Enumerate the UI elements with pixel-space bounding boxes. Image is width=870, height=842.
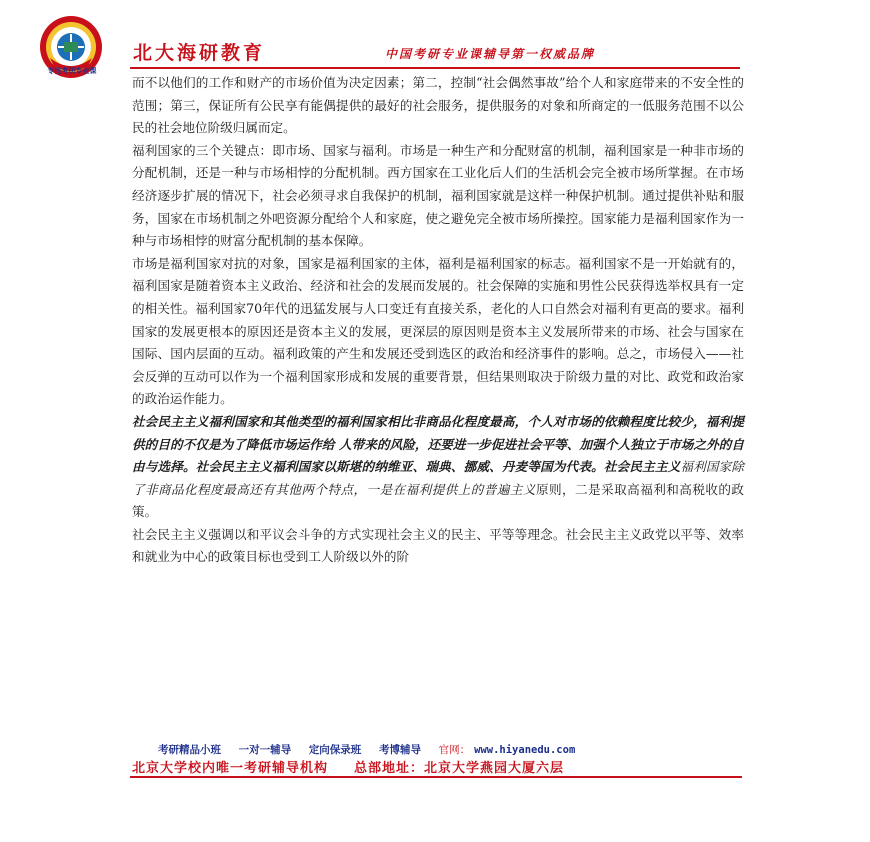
- paragraph-4: [132, 411, 744, 524]
- brand-name: 北大海研教育: [133, 42, 266, 64]
- brand-slogan: 中国考研专业课辅导第一权威品牌: [385, 47, 596, 61]
- logo-caption: 专注考研专业课: [47, 67, 97, 75]
- footer-main: [132, 757, 742, 776]
- footer-links: [158, 742, 589, 757]
- footer-link-phd[interactable]: 考博辅导: [378, 744, 421, 756]
- paragraph-2: 福利国家的三个关键点：即市场、国家与福利。市场是一种生产和分配财富的机制，福利国家是一种非市场的分配机制，还是一种与市场相悖的分配机制。西方国家在工业化后人们的生活机会完全被市场所掌握。在市场经济逐步扩展的情况下，社会必须寻求自我保护的机制，福利国家就是这样一种保护机制。通过提供补贴和服务，国家在市场机制之外吧资源分配给个人和家庭，使之避免完全被市场所操控。国家能力是福利国家作为一种与市场相悖的财富分配机制的基本保障。: [132, 142, 744, 249]
- paragraph-4-bold: 社会民主主义福利国家和其他类型的福利国家相比非商品化程度最高，个人对市场的依赖程度比较少，福利提供的目的不仅是为了降低市场运作给 人带来的风险，还要进一步促进社会平等、加强个人独立于市场之外的自由与选择。社会民主主义福利国家以斯堪的纳维亚、瑞典、挪威、丹麦等国为代表。社会民主主义: [132, 413, 744, 475]
- paragraph-5: 社会民主主义强调以和平议会斗争的方式实现社会主义的民主、平等等理念。社会民主主义政党以平等、效率和就业为中心的政策目标也受到工人阶级以外的阶: [132, 526, 744, 565]
- footer-institution: 北京大学校内唯一考研辅导机构: [132, 761, 329, 776]
- paragraph-4-rest: 原则，二是采取高福利和高税收的政策。: [132, 481, 745, 520]
- footer-address: 总部地址：北京大学燕园大厦六层: [354, 761, 565, 776]
- paragraph-1: 而不以他们的工作和财产的市场价值为决定因素；第二，控制“社会偶然事故”给个人和家庭带来的不安全性的范围；第三，保证所有公民享有能偶提供的最好的社会服务，提供服务的对象和所商定的一低服务范围不以公民的社会地位阶级归属而定。: [132, 75, 744, 136]
- header-divider: [130, 67, 740, 69]
- paragraph-3: 市场是福利国家对抗的对象，国家是福利国家的主体，福利是福利国家的标志。福利国家不是一开始就有的，福利国家是随着资本主义政治、经济和社会的发展而发展的。社会保障的实施和男性公民获得选举权具有一定的相关性。福利国家70年代的迅猛发展与人口变迁有直接关系，老化的人口自然会对福利有更高的要求。福利国家的发展更根本的原因还是资本主义的发展，更深层的原因则是资本主义发展所带来的市场、社会与国家在国际、国内层面的互动。福利政策的产生和发展还受到选区的政治和经济事件的影响。总之，市场侵入——社会反弹的互动可以作为一个福利国家形成和发展的重要背景，但结果则取决于阶级力量的对比、政党和政治家的政治运作能力。: [132, 255, 744, 407]
- paragraph-4-italic: 福利国家除了非商品化程度最高还有其他两个特点，一是在福利提供上的普遍主义: [132, 459, 745, 497]
- footer-web-url[interactable]: www.hiyanedu.com: [474, 744, 576, 756]
- footer-link-small-class[interactable]: 考研精品小班: [158, 744, 221, 756]
- footer-link-guarantee-class[interactable]: 定向保录班: [308, 744, 362, 756]
- footer-link-one-on-one[interactable]: 一对一辅导: [238, 744, 292, 756]
- footer-web-label: 官网：: [438, 744, 471, 756]
- footer-divider: [130, 776, 742, 778]
- document-body: [132, 72, 744, 569]
